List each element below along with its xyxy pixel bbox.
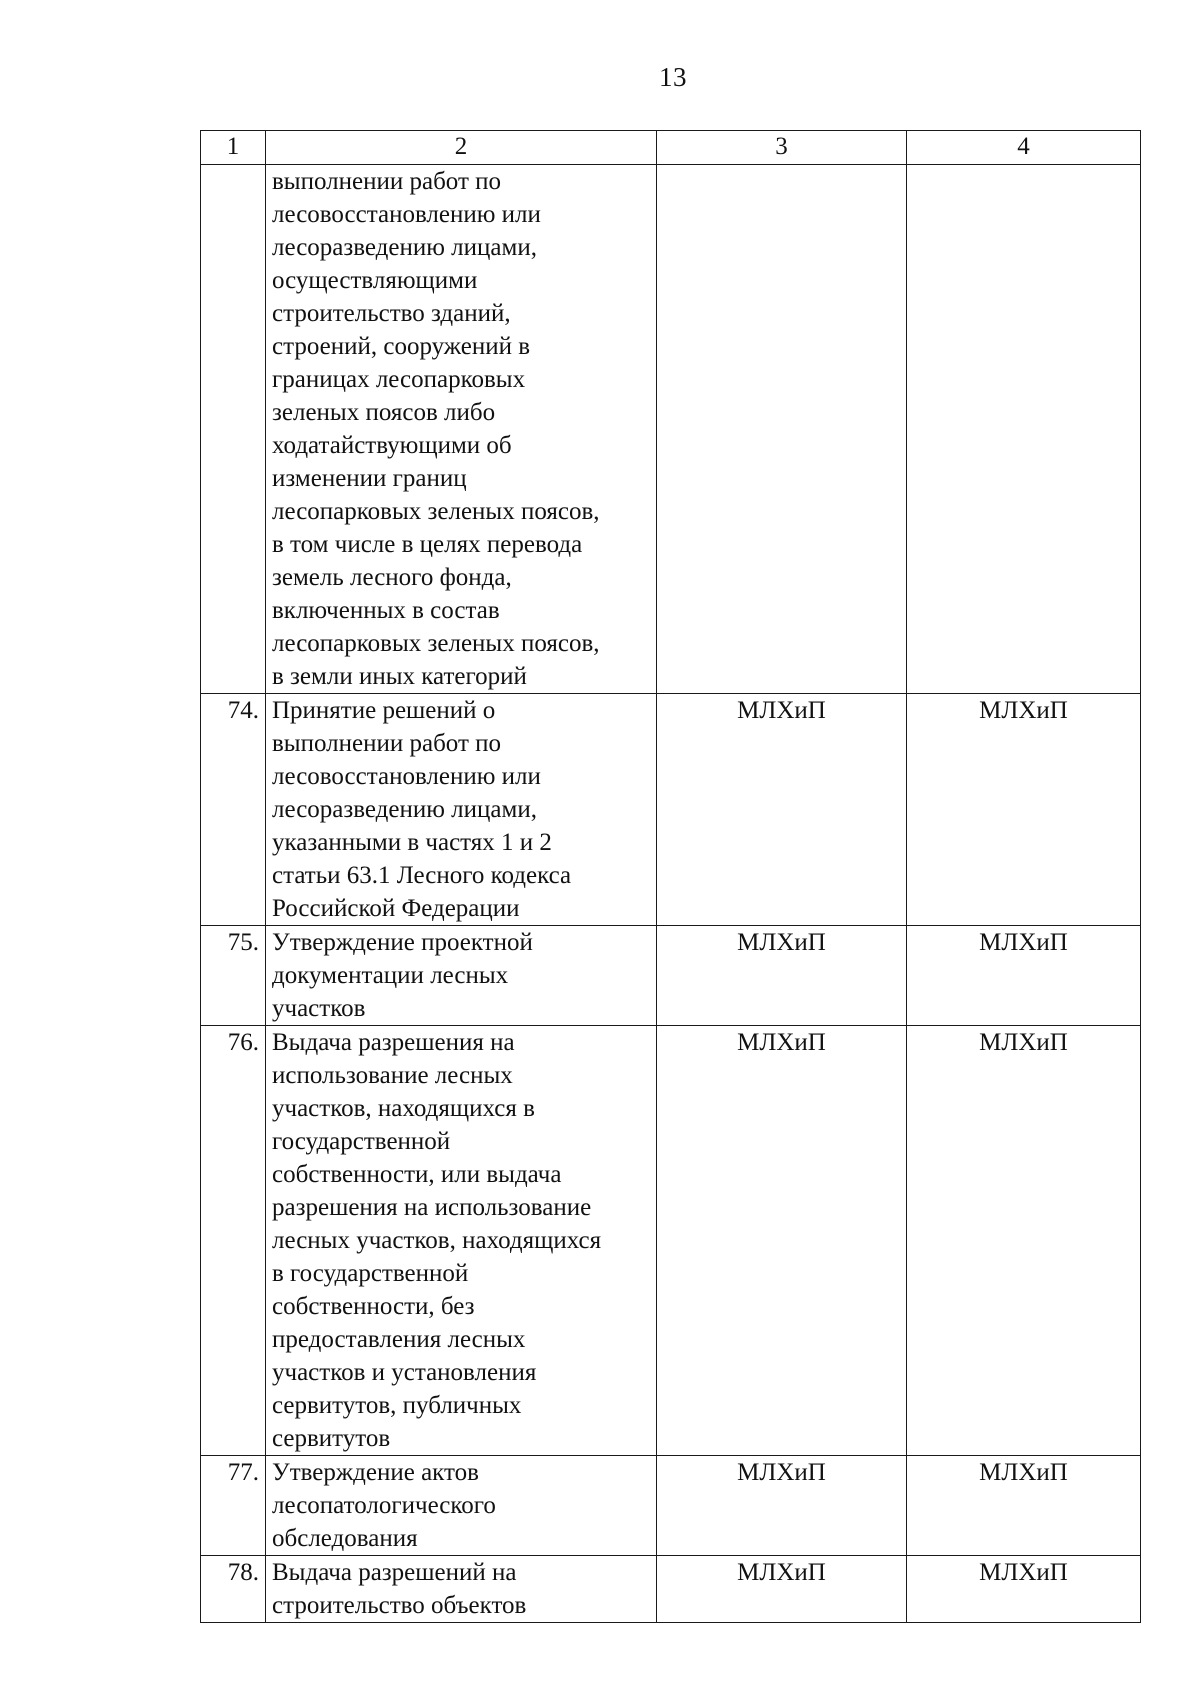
row-description [266,165,657,694]
description-line: лесопатологического [272,1492,496,1519]
row-number: 78. [201,1556,266,1623]
description-line: строений, сооружений в [272,333,531,360]
row-col4-value: МЛХиП [907,694,1141,926]
page-number: 13 [659,62,687,92]
row-col3-value: МЛХиП [657,694,907,926]
description-line: земель лесного фонда, [272,564,512,591]
header-row [201,131,1141,165]
description-line: лесовосстановлению или [272,201,541,228]
table-body [201,165,1141,1623]
description-line: Принятие решений о [272,697,496,724]
row-number: 76. [201,1026,266,1456]
description-line: выполнении работ по [272,730,502,757]
table-row [201,1456,1141,1556]
description-line: лесоразведению лицами, [272,234,537,261]
description-line: разрешения на использование [272,1194,592,1221]
row-number: 77. [201,1456,266,1556]
row-description [266,694,657,926]
table-row [201,926,1141,1026]
description-line: документации лесных [272,962,509,989]
description-line: лесопарковых зеленых поясов, [272,630,600,657]
description-line: границах лесопарковых [272,366,526,393]
row-col4-value [907,165,1141,694]
description-line: Российской Федерации [272,895,520,922]
table-header [201,131,1141,165]
description-line: ходатайствующими об [272,432,512,459]
description-line: осуществляющими [272,267,478,294]
description-line: Выдача разрешений на [272,1559,517,1586]
description-line: изменении границ [272,465,467,492]
description-line: включенных в состав [272,597,500,624]
table-row [201,694,1141,926]
row-col3-value: МЛХиП [657,1456,907,1556]
row-col3-value: МЛХиП [657,926,907,1026]
row-description [266,1556,657,1623]
table-row [201,1026,1141,1456]
description-line: указанными в частях 1 и 2 [272,829,552,856]
description-line: лесных участков, находящихся [272,1227,602,1254]
description-line: сервитутов, публичных [272,1392,522,1419]
row-col3-value [657,165,907,694]
description-line: лесовосстановлению или [272,763,541,790]
row-description [266,1026,657,1456]
row-col4-value: МЛХиП [907,926,1141,1026]
description-line: лесопарковых зеленых поясов, [272,498,600,525]
description-line: использование лесных [272,1062,513,1089]
description-line: государственной [272,1128,451,1155]
row-number [201,165,266,694]
table-row [201,1556,1141,1623]
description-line: участков и установления [272,1359,537,1386]
description-line: выполнении работ по [272,168,502,195]
header-col-1: 1 [201,131,266,165]
description-line: собственности, без [272,1293,475,1320]
row-col4-value: МЛХиП [907,1456,1141,1556]
description-line: лесоразведению лицами, [272,796,537,823]
table-row-continuation [201,165,1141,694]
description-line: зеленых поясов либо [272,399,496,426]
row-number: 74. [201,694,266,926]
header-col-2: 2 [266,131,657,165]
description-line: строительство зданий, [272,300,511,327]
description-line: участков [272,995,366,1022]
row-description [266,926,657,1026]
row-col3-value: МЛХиП [657,1026,907,1456]
description-line: строительство объектов [272,1592,527,1619]
description-line: Выдача разрешения на [272,1029,515,1056]
row-col4-value: МЛХиП [907,1556,1141,1623]
description-line: Утверждение проектной [272,929,533,956]
row-col4-value: МЛХиП [907,1026,1141,1456]
description-line: собственности, или выдача [272,1161,562,1188]
row-col3-value: МЛХиП [657,1556,907,1623]
description-line: предоставления лесных [272,1326,526,1353]
description-line: сервитутов [272,1425,391,1452]
header-col-3: 3 [657,131,907,165]
description-line: в земли иных категорий [272,663,527,690]
row-number: 75. [201,926,266,1026]
description-line: в том числе в целях перевода [272,531,583,558]
description-line: обследования [272,1525,418,1552]
row-description [266,1456,657,1556]
authority-table [200,130,1141,1623]
description-line: Утверждение актов [272,1459,479,1486]
header-col-4: 4 [907,131,1141,165]
description-line: статьи 63.1 Лесного кодекса [272,862,572,889]
description-line: участков, находящихся в [272,1095,535,1122]
description-line: в государственной [272,1260,469,1287]
